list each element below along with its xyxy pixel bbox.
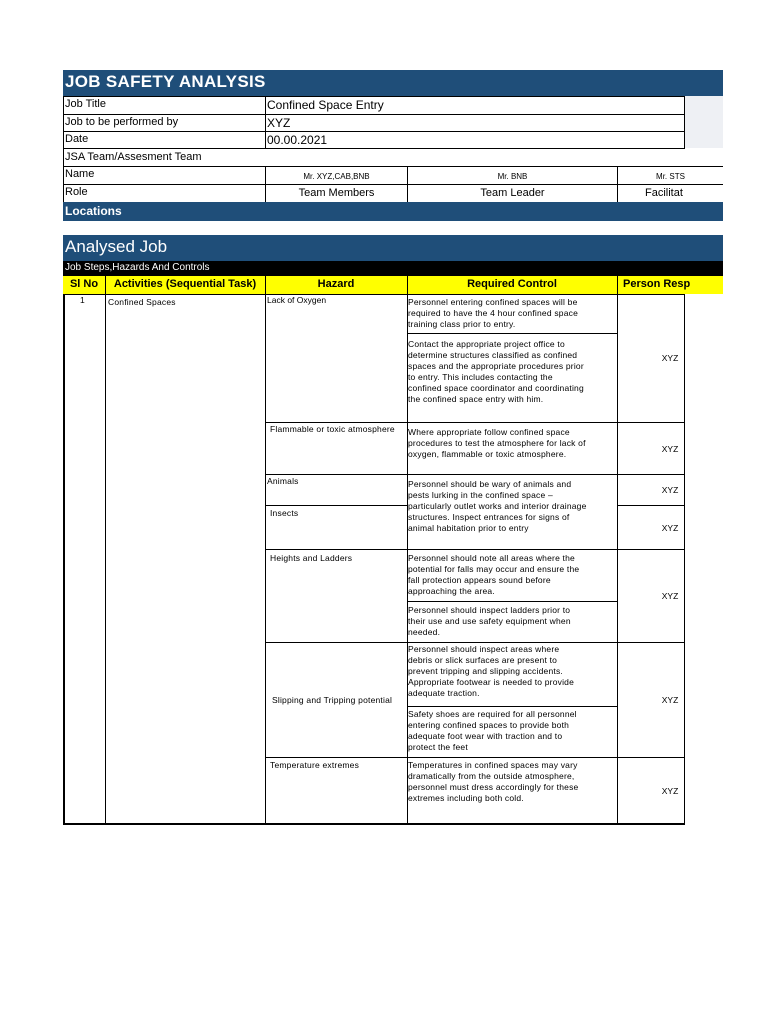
person-cell-2: XYZ <box>661 444 679 454</box>
control-atmosphere-test: Where appropriate follow confined space procedures to test the atmosphere for lack of oxygen, flammable or toxic atmosphere. <box>408 427 586 459</box>
date-value: 00.00.2021 <box>267 133 328 147</box>
performed-by-value: XYZ <box>267 116 291 130</box>
header-sl-no: Sl No <box>69 278 99 290</box>
person-cell-4: XYZ <box>661 523 679 533</box>
title-bar <box>63 70 723 96</box>
team-label: JSA Team/Assesment Team <box>65 151 202 163</box>
hazard-temperature: Temperature extremes <box>270 760 360 770</box>
control-project-office: Contact the appropriate project office to determine structures classified as confined spaces and the appropriate procedures prior to entry. This includes contacting the confined space coordinator and coordinating the confined space entry with him. <box>408 339 584 404</box>
person-cell-7: XYZ <box>661 786 679 796</box>
hazard-flammable: Flammable or toxic atmosphere <box>270 424 395 434</box>
team-member-role: Team Members <box>298 187 375 199</box>
control-temperature: Temperatures in confined spaces may vary dramatically from the outside atmosphere, personnel must dress accordingly for these extremes including both cold. <box>408 760 579 803</box>
performed-by-label: Job to be performed by <box>65 116 179 128</box>
control-ladders: Personnel should inspect ladders prior to their use and use safety equipment when needed. <box>408 605 571 637</box>
person-cell-3: XYZ <box>661 485 679 495</box>
person-cell-1: XYZ <box>661 353 679 363</box>
role-label: Role <box>65 186 88 198</box>
control-animals-pests: Personnel should be wary of animals and pests lurking in the confined space – particularly outlet works and interior drainage structures. Inspect entrances for signs of animal habitation prior to entry <box>408 479 587 533</box>
header-required-control: Required Control <box>467 278 557 290</box>
control-safety-shoes: Safety shoes are required for all personnel entering confined spaces to provide both adequate foot wear with traction and to protect the feet <box>408 709 577 752</box>
analysed-job-label: Analysed Job <box>65 237 168 256</box>
activity-cell: Confined Spaces <box>108 297 176 307</box>
job-title-label: Job Title <box>65 98 106 110</box>
control-falls: Personnel should note all areas where the potential for falls may occur and ensure the fall protection appears sound before approaching the area. <box>408 553 580 596</box>
header-person-responsible: Person Resp <box>623 278 691 290</box>
hazard-insects: Insects <box>270 508 299 518</box>
team-leader-name: Mr. BNB <box>497 172 528 181</box>
steps-label: Job Steps,Hazards And Controls <box>65 262 210 273</box>
steps-bar <box>63 261 723 276</box>
team-leader-role: Team Leader <box>480 187 545 199</box>
analysed-job-bar <box>63 235 723 261</box>
locations-bar <box>63 202 723 221</box>
header-activities: Activities (Sequential Task) <box>113 278 257 290</box>
facilitator-name: Mr. STS <box>656 172 685 181</box>
hazard-animals: Animals <box>267 476 299 486</box>
person-cell-6: XYZ <box>661 695 679 705</box>
hazard-heights-ladders: Heights and Ladders <box>270 553 353 563</box>
name-label: Name <box>65 168 95 180</box>
facilitator-role: Facilitat <box>645 187 683 199</box>
info-grey-fill <box>685 96 723 148</box>
team-member-name: Mr. XYZ,CAB,BNB <box>303 172 370 181</box>
header-hazard: Hazard <box>317 278 355 290</box>
control-debris: Personnel should inspect areas where debris or slick surfaces are present to prevent tripping and slipping accidents. Appropriate footwear is needed to provide adequate traction. <box>408 644 575 698</box>
person-cell-5: XYZ <box>661 591 679 601</box>
job-title-value: Confined Space Entry <box>267 98 384 112</box>
sl-no-cell: 1 <box>80 295 85 305</box>
control-training: Personnel entering confined spaces will be required to have the 4 hour confined space training class prior to entry. <box>408 297 579 329</box>
date-label: Date <box>65 133 89 145</box>
hazard-slipping-tripping: Slipping and Tripping potential <box>272 695 393 705</box>
locations-label: Locations <box>65 204 122 218</box>
hazard-lack-of-oxygen: Lack of Oxygen <box>267 295 327 305</box>
page-title: JOB SAFETY ANALYSIS <box>65 72 266 91</box>
